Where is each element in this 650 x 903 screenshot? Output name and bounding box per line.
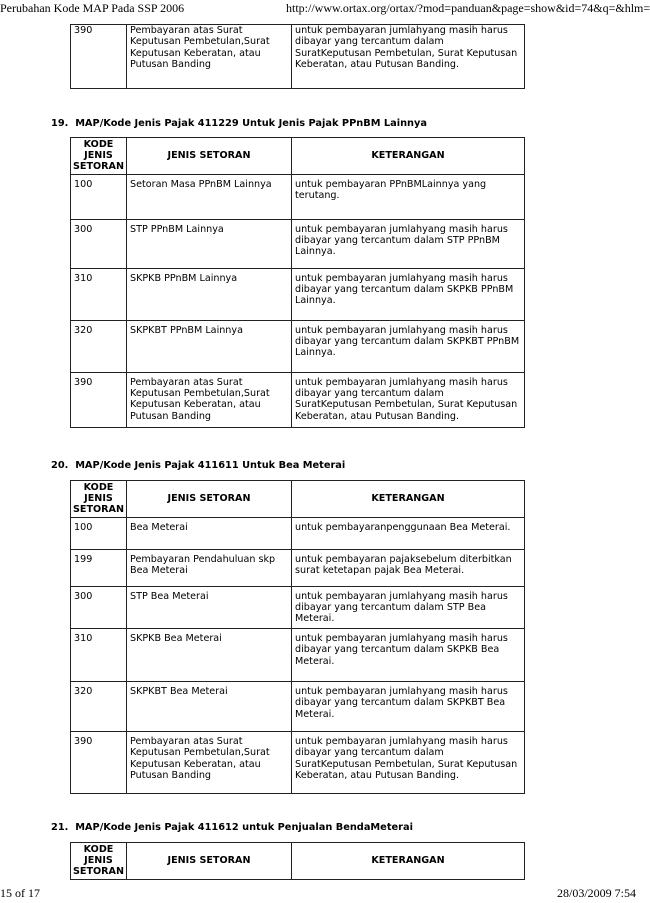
kode-cell: 300 [71, 586, 127, 628]
header-kode-jenis-setoran: KODE JENIS SETORAN [71, 481, 127, 518]
kode-cell: 390 [71, 25, 127, 89]
keterangan-cell: untuk pembayaran jumlahyang masih harus dibayar yang tercantum dalam SKPKBT PPnBM Lainnya. [292, 320, 525, 372]
kode-cell: 310 [71, 628, 127, 681]
keterangan-cell: untuk pembayaran jumlahyang masih harus dibayar yang tercantum dalam SKPKBT Bea Meterai. [292, 681, 525, 731]
section-title-text: MAP/Kode Jenis Pajak 411611 Untuk Bea Meterai [75, 460, 346, 471]
header-jenis-setoran: JENIS SETORAN [127, 138, 292, 175]
jenis-cell: Setoran Masa PPnBM Lainnya [127, 174, 292, 219]
jenis-cell: SKPKB PPnBM Lainnya [127, 268, 292, 320]
section-number: 20. [51, 460, 69, 471]
jenis-cell: SKPKBT Bea Meterai [127, 681, 292, 731]
section-number: 19. [51, 118, 69, 129]
keterangan-cell: untuk pembayaran PPnBMLainnya yang terutang. [292, 174, 525, 219]
jenis-cell: Bea Meterai [127, 517, 292, 549]
kode-cell: 300 [71, 219, 127, 268]
keterangan-cell: untuk pembayaran jumlahyang masih harus dibayar yang tercantum dalam STP PPnBM Lainnya. [292, 219, 525, 268]
jenis-cell: SKPKBT PPnBM Lainnya [127, 320, 292, 372]
section-title-text: MAP/Kode Jenis Pajak 411229 Untuk Jenis Pajak PPnBM Lainnya [75, 118, 428, 129]
kode-cell: 320 [71, 681, 127, 731]
kode-cell: 320 [71, 320, 127, 372]
jenis-cell: Pembayaran atas Surat Keputusan Pembetulan,Surat Keputusan Keberatan, atau Putusan Banding [127, 372, 292, 427]
header-kode-jenis-setoran: KODE JENIS SETORAN [71, 843, 127, 880]
jenis-cell: SKPKB Bea Meterai [127, 628, 292, 681]
header-keterangan: KETERANGAN [292, 138, 525, 175]
section-title-text: MAP/Kode Jenis Pajak 411612 untuk Penjualan BendaMeterai [75, 822, 413, 833]
map-table-411612 [70, 842, 525, 880]
section-number: 21. [51, 822, 69, 833]
page-header-title: Perubahan Kode MAP Pada SSP 2006 [0, 1, 185, 15]
page-header-url: http://www.ortax.org/ortax/?mod=panduan&page=show&id=74&q=&hlm= [286, 1, 650, 15]
header-keterangan: KETERANGAN [292, 481, 525, 518]
header-jenis-setoran: JENIS SETORAN [127, 843, 292, 880]
keterangan-cell: untuk pembayaranpenggunaan Bea Meterai. [292, 517, 525, 549]
keterangan-cell: untuk pembayaran jumlahyang masih harus dibayar yang tercantum dalam SKPKB Bea Meterai. [292, 628, 525, 681]
jenis-cell: Pembayaran atas Surat Keputusan Pembetulan,Surat Keputusan Keberatan, atau Putusan Banding [127, 25, 292, 89]
page-footer-page-number: 15 of 17 [0, 886, 40, 900]
header-keterangan: KETERANGAN [292, 843, 525, 880]
keterangan-cell: untuk pembayaran jumlahyang masih harus dibayar yang tercantum dalam SuratKeputusan Pembetulan, Surat Keputusan Keberatan, atau Putusan Banding. [292, 25, 525, 89]
kode-cell: 100 [71, 517, 127, 549]
kode-cell: 390 [71, 731, 127, 793]
table-header-row [71, 843, 525, 880]
keterangan-cell: untuk pembayaran jumlahyang masih harus dibayar yang tercantum dalam STP Bea Meterai. [292, 586, 525, 628]
jenis-cell: STP Bea Meterai [127, 586, 292, 628]
jenis-cell: STP PPnBM Lainnya [127, 219, 292, 268]
keterangan-cell: untuk pembayaran jumlahyang masih harus dibayar yang tercantum dalam SuratKeputusan Pembetulan, Surat Keputusan Keberatan, atau Putusan Banding. [292, 731, 525, 793]
keterangan-cell: untuk pembayaran jumlahyang masih harus dibayar yang tercantum dalam SuratKeputusan Pembetulan, Surat Keputusan Keberatan, atau Putusan Banding. [292, 372, 525, 427]
kode-cell: 199 [71, 549, 127, 586]
jenis-cell: Pembayaran Pendahuluan skp Bea Meterai [127, 549, 292, 586]
jenis-cell: Pembayaran atas Surat Keputusan Pembetulan,Surat Keputusan Keberatan, atau Putusan Banding [127, 731, 292, 793]
kode-cell: 310 [71, 268, 127, 320]
page-footer-datetime: 28/03/2009 7:54 [556, 886, 636, 900]
keterangan-cell: untuk pembayaran pajaksebelum diterbitkan surat ketetapan pajak Bea Meterai. [292, 549, 525, 586]
keterangan-cell: untuk pembayaran jumlahyang masih harus dibayar yang tercantum dalam SKPKB PPnBM Lainnya. [292, 268, 525, 320]
kode-cell: 390 [71, 372, 127, 427]
header-kode-jenis-setoran: KODE JENIS SETORAN [71, 138, 127, 175]
kode-cell: 100 [71, 174, 127, 219]
header-jenis-setoran: JENIS SETORAN [127, 481, 292, 518]
